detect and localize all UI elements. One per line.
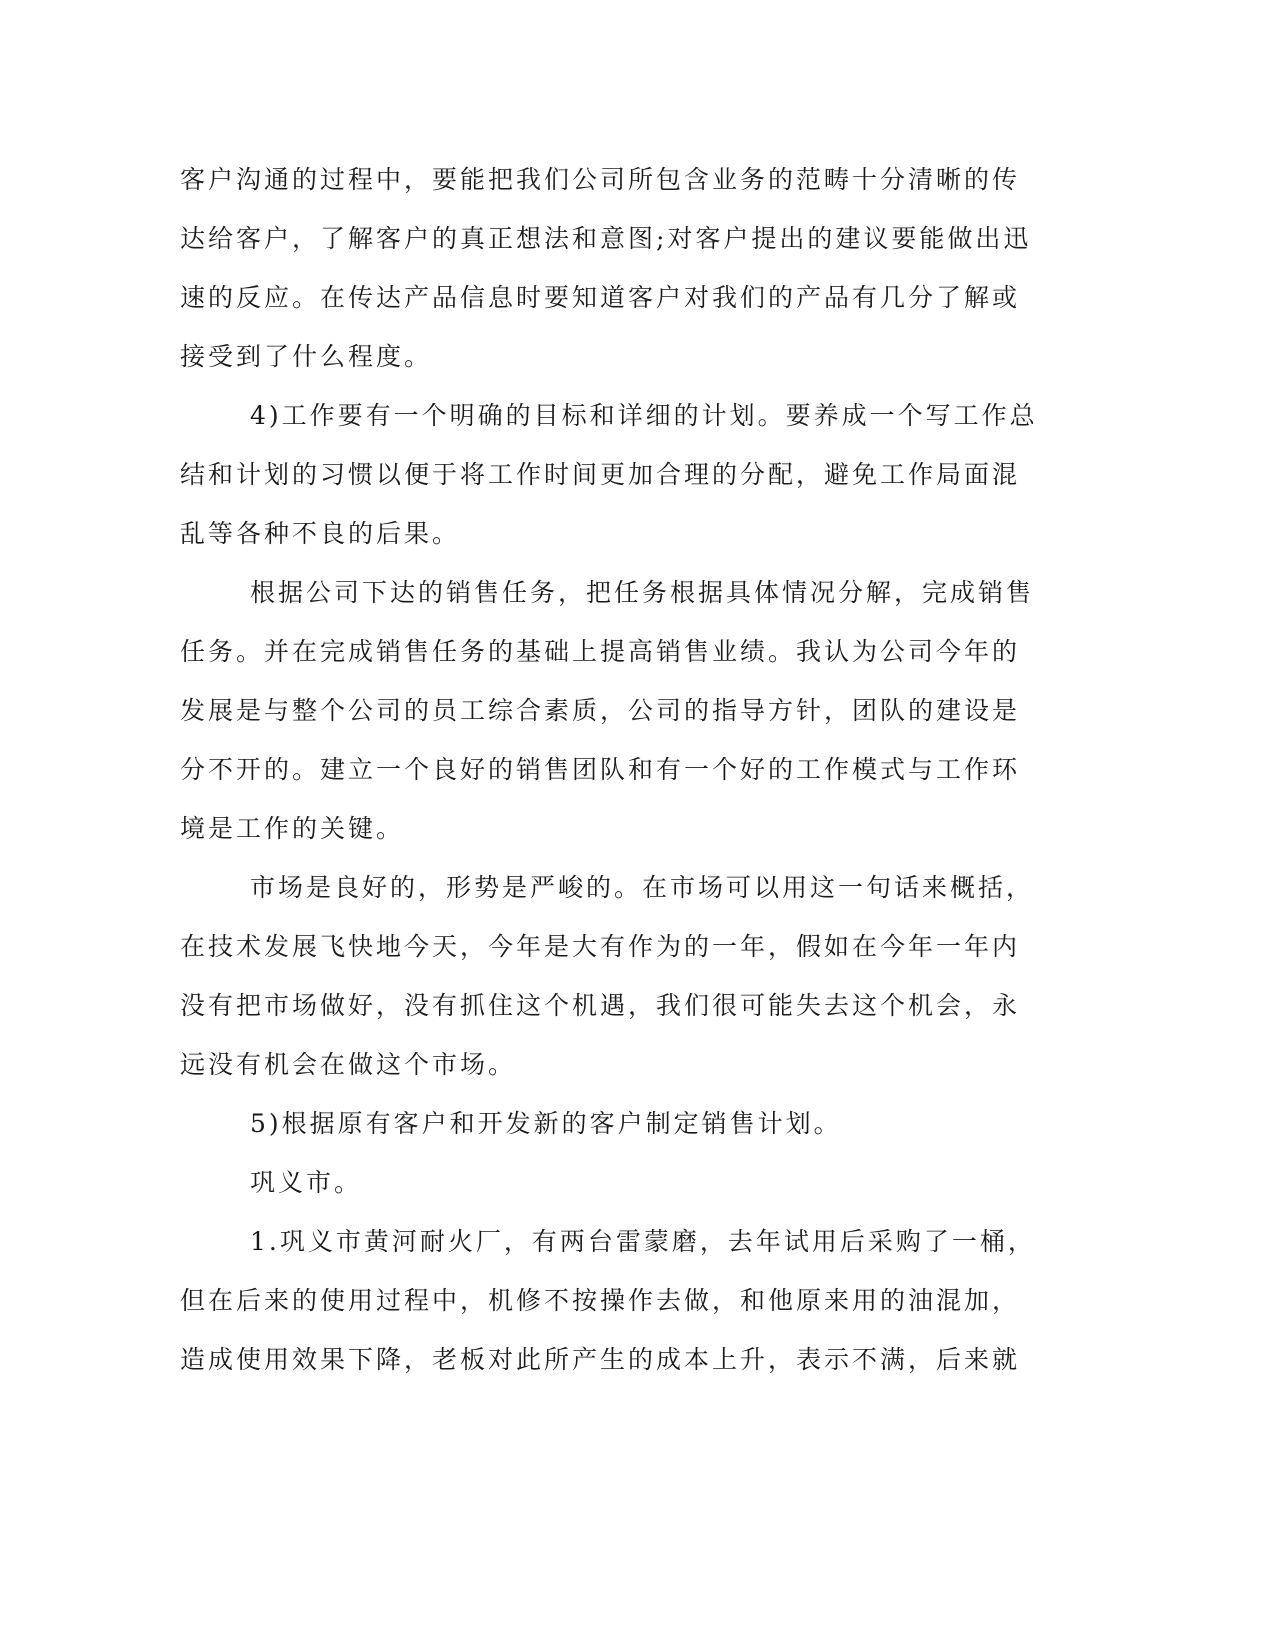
text-line: 分不开的。建立一个良好的销售团队和有一个好的工作模式与工作环 [180,755,1021,784]
text-line: 任务。并在完成销售任务的基础上提高销售业绩。我认为公司今年的 [180,637,1021,666]
text-line: 没有把市场做好，没有抓住这个机遇，我们很可能失去这个机会，永 [180,991,1021,1020]
text-line: 接受到了什么程度。 [180,342,433,371]
text-line: 市场是良好的，形势是严峻的。在市场可以用这一句话来概括， [250,873,1035,902]
text-line: 达给客户，了解客户的真正想法和意图;对客户提出的建议要能做出迅 [180,224,1032,253]
text-line: 客户沟通的过程中，要能把我们公司所包含业务的范畴十分清晰的传 [180,165,1021,194]
text-line: 在技术发展飞快地今天，今年是大有作为的一年，假如在今年一年内 [180,932,1021,961]
text-line: 速的反应。在传达产品信息时要知道客户对我们的产品有几分了解或 [180,283,1021,312]
text-line: 结和计划的习惯以便于将工作时间更加合理的分配，避免工作局面混 [180,460,1021,489]
text-line: 1.巩义市黄河耐火厂，有两台雷蒙磨，去年试用后采购了一桶， [250,1227,1036,1256]
text-line: 发展是与整个公司的员工综合素质，公司的指导方针，团队的建设是 [180,696,1021,725]
text-line: 巩义市。 [250,1168,363,1197]
text-line: 4)工作要有一个明确的目标和详细的计划。要养成一个写工作总 [250,401,1038,430]
text-line: 但在后来的使用过程中，机修不按操作去做，和他原来用的油混加， [180,1286,1021,1315]
text-line: 造成使用效果下降，老板对此所产生的成本上升，表示不满，后来就 [180,1345,1021,1374]
text-line: 境是工作的关键。 [180,814,405,843]
text-line: 乱等各种不良的后果。 [180,519,461,548]
text-line: 远没有机会在做这个市场。 [180,1050,517,1079]
text-line: 5)根据原有客户和开发新的客户制定销售计划。 [250,1109,842,1138]
text-line: 根据公司下达的销售任务，把任务根据具体情况分解，完成销售 [250,578,1035,607]
